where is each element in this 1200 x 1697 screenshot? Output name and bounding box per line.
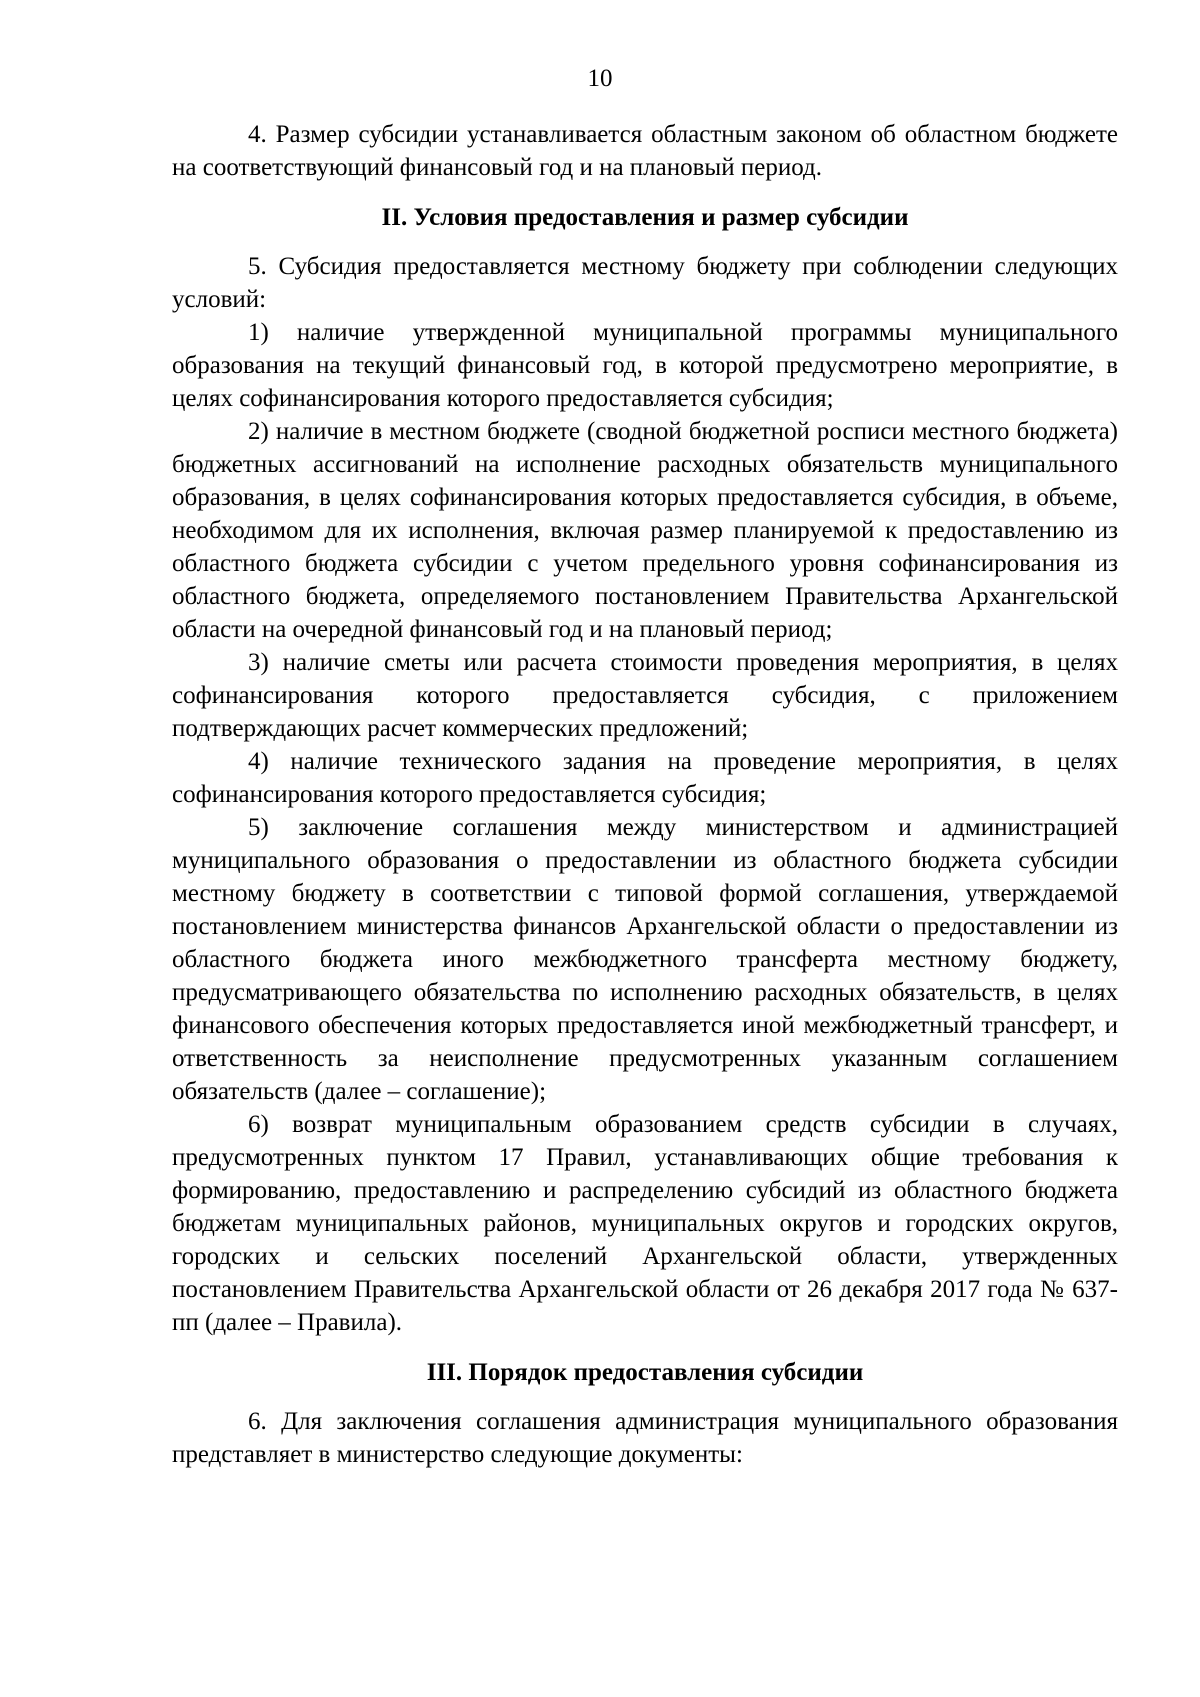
paragraph-5-item-3: 3) наличие сметы или расчета стоимости проведения мероприятия, в целях софинансирования которого предоставляется субсидия, с приложением подтверждающих расчет коммерческих предложений;	[172, 649, 1118, 742]
paragraph-5-item-1: 1) наличие утвержденной муниципальной программы муниципального образования на текущий финансовый год, в которой предусмотрено мероприятие, в целях софинансирования которого предоставляется субсидия;	[172, 319, 1118, 412]
section-heading-2: II. Условия предоставления и размер субсидии	[381, 204, 909, 231]
paragraph-5-item-4: 4) наличие технического задания на проведение мероприятия, в целях софинансирования которого предоставляется субсидия;	[172, 748, 1118, 808]
paragraph-5-item-6: 6) возврат муниципальным образованием средств субсидии в случаях, предусмотренных пунктом 17 Правил, устанавливающих общие требования к формированию, предоставлению и распределению субсидий из областного бюджета бюджетам муниципальных районов, муниципальных округов и городских округов, городских и сельских поселений Архангельской области, утвержденных постановлением Правительства Архангельской области от 26 декабря 2017 года № 637-пп (далее – Правила).	[172, 1111, 1118, 1336]
document-body	[172, 118, 1118, 1471]
page-number: 10	[587, 65, 613, 92]
paragraph-5-item-2: 2) наличие в местном бюджете (сводной бюджетной росписи местного бюджета) бюджетных ассигнований на исполнение расходных обязательств муниципального образования, в целях софинансирования которых предоставляется субсидия, в объеме, необходимом для их исполнения, включая размер планируемой к предоставлению из областного бюджета субсидии с учетом предельного уровня софинансирования из областного бюджета, определяемого постановлением Правительства Архангельской области на очередной финансовый год и на плановый период;	[172, 418, 1118, 643]
section-heading-3: III. Порядок предоставления субсидии	[426, 1359, 864, 1386]
paragraph-5: 5. Субсидия предоставляется местному бюджету при соблюдении следующих условий:	[172, 253, 1118, 313]
paragraph-6: 6. Для заключения соглашения администрация муниципального образования представляет в министерство следующие документы:	[172, 1408, 1118, 1468]
paragraph-5-item-5: 5) заключение соглашения между министерством и администрацией муниципального образования о предоставлении из областного бюджета субсидии местному бюджету в соответствии с типовой формой соглашения, утверждаемой постановлением министерства финансов Архангельской области о предоставлении из областного бюджета иного межбюджетного трансферта местному бюджету, предусматривающего обязательства по исполнению расходных обязательств, в целях финансового обеспечения которых предоставляется иной межбюджетный трансферт, и ответственность за неисполнение предусмотренных указанным соглашением обязательств (далее – соглашение);	[172, 814, 1118, 1105]
paragraph-4: 4. Размер субсидии устанавливается областным законом об областном бюджете на соответствующий финансовый год и на плановый период.	[172, 121, 1118, 181]
